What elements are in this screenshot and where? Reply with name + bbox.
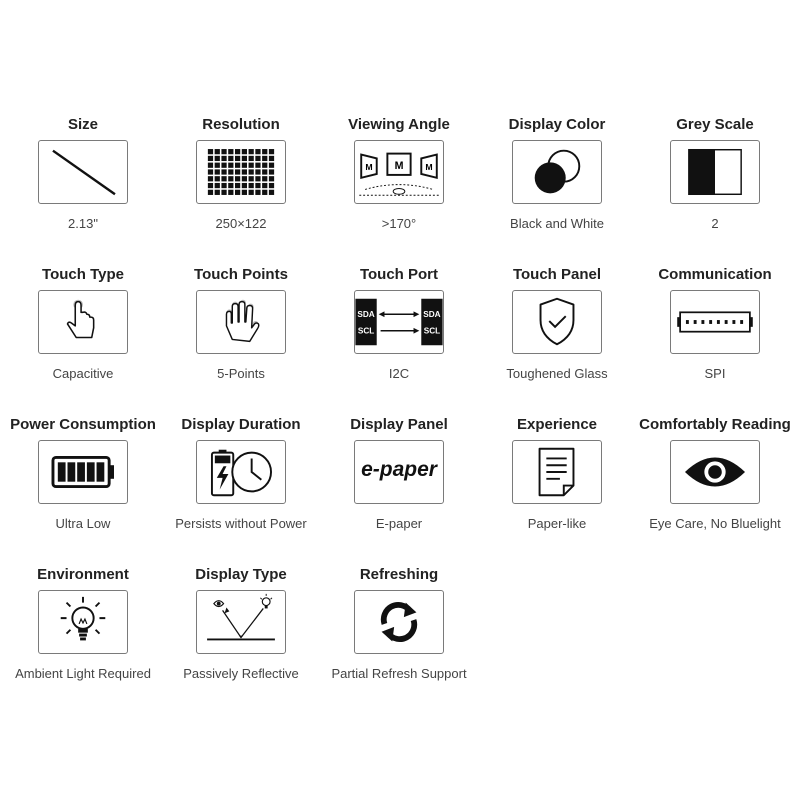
pixel-cell	[228, 183, 233, 188]
feature-value: Paper-like	[527, 516, 587, 531]
pixel-cell	[262, 183, 267, 188]
eye-icon	[670, 440, 760, 504]
pixel-cell	[235, 163, 240, 168]
feature-touch-type	[4, 266, 162, 381]
pixel-cell	[262, 169, 267, 174]
pixel-cell	[255, 169, 260, 174]
feature-touch-port	[320, 266, 478, 381]
feature-display-duration	[162, 416, 320, 531]
shield-check-icon	[512, 290, 602, 354]
pixel-cell	[269, 169, 274, 174]
feature-value: E-paper	[375, 516, 423, 531]
pixel-cell	[208, 190, 213, 195]
feature-value: I2C	[388, 366, 410, 381]
feature-title: Grey Scale	[676, 116, 754, 133]
pixel-cell	[228, 176, 233, 181]
pixel-cell	[228, 156, 233, 161]
feature-communication	[636, 266, 794, 381]
feature-title: Power Consumption	[10, 416, 156, 433]
feature-display-panel	[320, 416, 478, 531]
pixel-cell	[269, 176, 274, 181]
pixel-cell	[215, 169, 220, 174]
scl-left-label: SCL	[357, 326, 375, 336]
connector-pin	[740, 320, 743, 324]
connector-pin	[694, 320, 697, 324]
pixel-cell	[215, 183, 220, 188]
pixel-cell	[269, 190, 274, 195]
feature-title: Touch Panel	[512, 266, 602, 283]
pixel-cell	[249, 156, 254, 161]
pixel-grid-icon	[196, 140, 286, 204]
pixel-cell	[255, 149, 260, 154]
pixel-cell	[221, 183, 226, 188]
pixel-cell	[235, 169, 240, 174]
feature-title: Communication	[658, 266, 772, 283]
pixel-cell	[235, 149, 240, 154]
pixel-cell	[235, 156, 240, 161]
sda-left-label: SDA	[357, 310, 375, 320]
feature-value: 2.13"	[68, 216, 98, 231]
feature-title: Comfortably Reading	[639, 416, 791, 433]
feature-resolution	[162, 116, 320, 231]
feature-power-consumption	[4, 416, 162, 531]
feature-title: Environment	[37, 566, 129, 583]
feature-grey-scale	[636, 116, 794, 231]
pixel-cell	[221, 149, 226, 154]
battery-icon	[38, 440, 128, 504]
pixel-cell	[269, 156, 274, 161]
feature-title: Experience	[516, 416, 598, 433]
pixel-cell	[262, 190, 267, 195]
svg-text:M: M	[425, 162, 433, 173]
feature-value: Ambient Light Required	[15, 666, 151, 681]
connector-pin	[686, 320, 689, 324]
feature-title: Viewing Angle	[348, 116, 450, 133]
document-icon	[512, 440, 602, 504]
pixel-cell	[235, 176, 240, 181]
e-paper-logo-text: e-paper	[361, 458, 437, 481]
svg-text:M: M	[394, 160, 404, 173]
pixel-cell	[215, 149, 220, 154]
pixel-cell	[221, 169, 226, 174]
light-bulb-icon	[38, 590, 128, 654]
pixel-cell	[228, 190, 233, 195]
pixel-cell	[262, 163, 267, 168]
pixel-cell	[215, 163, 220, 168]
pixel-cell	[208, 149, 213, 154]
pixel-cell	[255, 183, 260, 188]
feature-display-color	[478, 116, 636, 231]
connector-pin	[732, 320, 735, 324]
feature-experience	[478, 416, 636, 531]
pixel-cell	[215, 156, 220, 161]
feature-viewing-angle	[320, 116, 478, 231]
feature-title: Refreshing	[359, 566, 439, 583]
feature-value: Eye Care, No Bluelight	[649, 516, 781, 531]
scl-right-label: SCL	[423, 326, 441, 336]
feature-value: 2	[711, 216, 719, 231]
feature-title: Display Color	[508, 116, 606, 133]
pixel-cell	[262, 176, 267, 181]
feature-value: SPI	[704, 366, 726, 381]
grey-scale-icon	[670, 140, 760, 204]
finger-touch-icon	[38, 290, 128, 354]
pixel-cell	[255, 190, 260, 195]
feature-refreshing	[320, 566, 478, 681]
feature-value: Black and White	[510, 216, 604, 231]
pixel-cell	[221, 190, 226, 195]
pixel-cell	[242, 176, 247, 181]
feature-title: Size	[67, 116, 98, 133]
feature-environment	[4, 566, 162, 681]
pixel-cell	[249, 163, 254, 168]
sda-right-label: SDA	[423, 310, 441, 320]
feature-value: Ultra Low	[55, 516, 111, 531]
feature-value: Persists without Power	[175, 516, 307, 531]
connector-icon	[670, 290, 760, 354]
feature-value: Toughened Glass	[506, 366, 608, 381]
feature-title: Display Duration	[181, 416, 301, 433]
viewing-angle-icon	[354, 140, 444, 204]
feature-title: Touch Type	[42, 266, 124, 283]
battery-clock-icon	[196, 440, 286, 504]
pixel-cell	[228, 149, 233, 154]
pixel-cell	[208, 163, 213, 168]
pixel-cell	[242, 169, 247, 174]
feature-value: 5-Points	[217, 366, 265, 381]
feature-title: Touch Points	[194, 266, 288, 283]
feature-value: Capacitive	[52, 366, 114, 381]
hand-five-points-icon	[196, 290, 286, 354]
reflection-icon	[196, 590, 286, 654]
svg-text:M: M	[365, 162, 373, 173]
refresh-arrows-icon	[354, 590, 444, 654]
feature-title: Display Panel	[350, 416, 448, 433]
black-white-circles-icon	[512, 140, 602, 204]
feature-touch-panel	[478, 266, 636, 381]
i2c-port-icon	[354, 290, 444, 354]
pixel-cell	[255, 156, 260, 161]
feature-title: Resolution	[202, 116, 280, 133]
pixel-cell	[215, 190, 220, 195]
pixel-cell	[242, 183, 247, 188]
pixel-cell	[208, 176, 213, 181]
pixel-cell	[262, 149, 267, 154]
pixel-cell	[269, 163, 274, 168]
pixel-cell	[262, 156, 267, 161]
pixel-cell	[249, 149, 254, 154]
feature-title: Display Type	[195, 566, 287, 583]
pixel-cell	[255, 163, 260, 168]
connector-pin	[717, 320, 720, 324]
pixel-cell	[221, 176, 226, 181]
pixel-cell	[228, 169, 233, 174]
feature-value: Passively Reflective	[183, 666, 299, 681]
feature-title: Touch Port	[359, 266, 439, 283]
pixel-cell	[235, 183, 240, 188]
feature-touch-points	[162, 266, 320, 381]
feature-value: Partial Refresh Support	[331, 666, 467, 681]
pixel-cell	[208, 183, 213, 188]
pixel-cell	[221, 156, 226, 161]
pixel-cell	[208, 156, 213, 161]
feature-value: >170°	[381, 216, 417, 231]
pixel-cell	[242, 149, 247, 154]
pixel-cell	[242, 190, 247, 195]
pixel-cell	[249, 190, 254, 195]
pixel-cell	[242, 163, 247, 168]
e-paper-text-icon	[354, 440, 444, 504]
feature-display-type	[162, 566, 320, 681]
pixel-cell	[235, 190, 240, 195]
pixel-cell	[221, 163, 226, 168]
pixel-cell	[255, 176, 260, 181]
connector-pin	[709, 320, 712, 324]
pixel-cell	[249, 183, 254, 188]
connector-pin	[725, 320, 728, 324]
feature-comfortably-reading	[636, 416, 794, 531]
pixel-cell	[215, 176, 220, 181]
pixel-cell	[228, 163, 233, 168]
pixel-cell	[242, 156, 247, 161]
pixel-cell	[249, 176, 254, 181]
diagonal-line-icon	[38, 140, 128, 204]
connector-pin	[701, 320, 704, 324]
feature-value: 250×122	[215, 216, 267, 231]
pixel-cell	[208, 169, 213, 174]
feature-size	[4, 116, 162, 231]
pixel-cell	[249, 169, 254, 174]
pixel-cell	[269, 149, 274, 154]
pixel-cell	[269, 183, 274, 188]
